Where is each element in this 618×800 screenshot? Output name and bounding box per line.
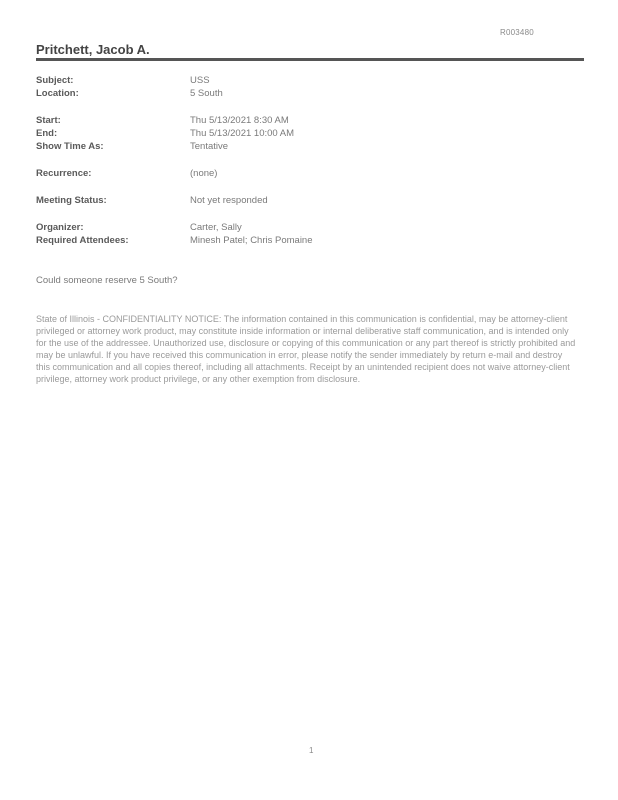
mailbox-owner-name: Pritchett, Jacob A.: [36, 42, 150, 57]
meeting-status-label: Meeting Status:: [36, 195, 107, 206]
location-label: Location:: [36, 88, 79, 99]
required-attendees-label: Required Attendees:: [36, 235, 129, 246]
meeting-status-value: Not yet responded: [190, 195, 268, 206]
start-row: [36, 114, 584, 127]
required-attendees-row: [36, 234, 584, 247]
organizer-value: Carter, Sally: [190, 222, 242, 233]
end-label: End:: [36, 128, 58, 139]
location-value: 5 South: [190, 88, 223, 99]
subject-label: Subject:: [36, 75, 74, 86]
meeting-details: [36, 74, 584, 247]
subject-row: [36, 74, 584, 87]
recurrence-label: Recurrence:: [36, 168, 92, 179]
page-number: 1: [309, 746, 314, 755]
start-value: Thu 5/13/2021 8:30 AM: [190, 115, 289, 126]
end-row: [36, 127, 584, 140]
show-time-as-row: [36, 140, 584, 153]
organizer-row: [36, 221, 584, 234]
location-row: [36, 87, 584, 100]
show-time-as-value: Tentative: [190, 141, 229, 152]
start-label: Start:: [36, 115, 61, 126]
header-divider: [36, 58, 584, 61]
required-attendees-value: Minesh Patel; Chris Pomaine: [190, 235, 313, 246]
message-body: Could someone reserve 5 South?: [36, 275, 178, 286]
document-id: R003480: [500, 28, 534, 37]
subject-value: USS: [190, 75, 210, 86]
meeting-status-row: [36, 194, 584, 207]
show-time-as-label: Show Time As:: [36, 141, 104, 152]
recurrence-value: (none): [190, 168, 218, 179]
recurrence-row: [36, 167, 584, 180]
confidentiality-notice: State of Illinois - CONFIDENTIALITY NOTICE: The information contained in this communication is confidential, may be attorney-client privileged or attorney work product, may constitute inside information or internal deliberative staff communication, and is intended only for the use of the addressee. Unauthorized use, disclosure or copying of this communication or any part thereof is strictly prohibited and may be unlawful. If you have received this communication in error, please notify the sender immediately by return e-mail and destroy this communication and all copies thereof, including all attachments. Receipt by an unintended recipient does not waive attorney-client privilege, attorney work product privilege, or any other exemption from disclosure.: [36, 314, 576, 384]
organizer-label: Organizer:: [36, 222, 84, 233]
end-value: Thu 5/13/2021 10:00 AM: [190, 128, 295, 139]
